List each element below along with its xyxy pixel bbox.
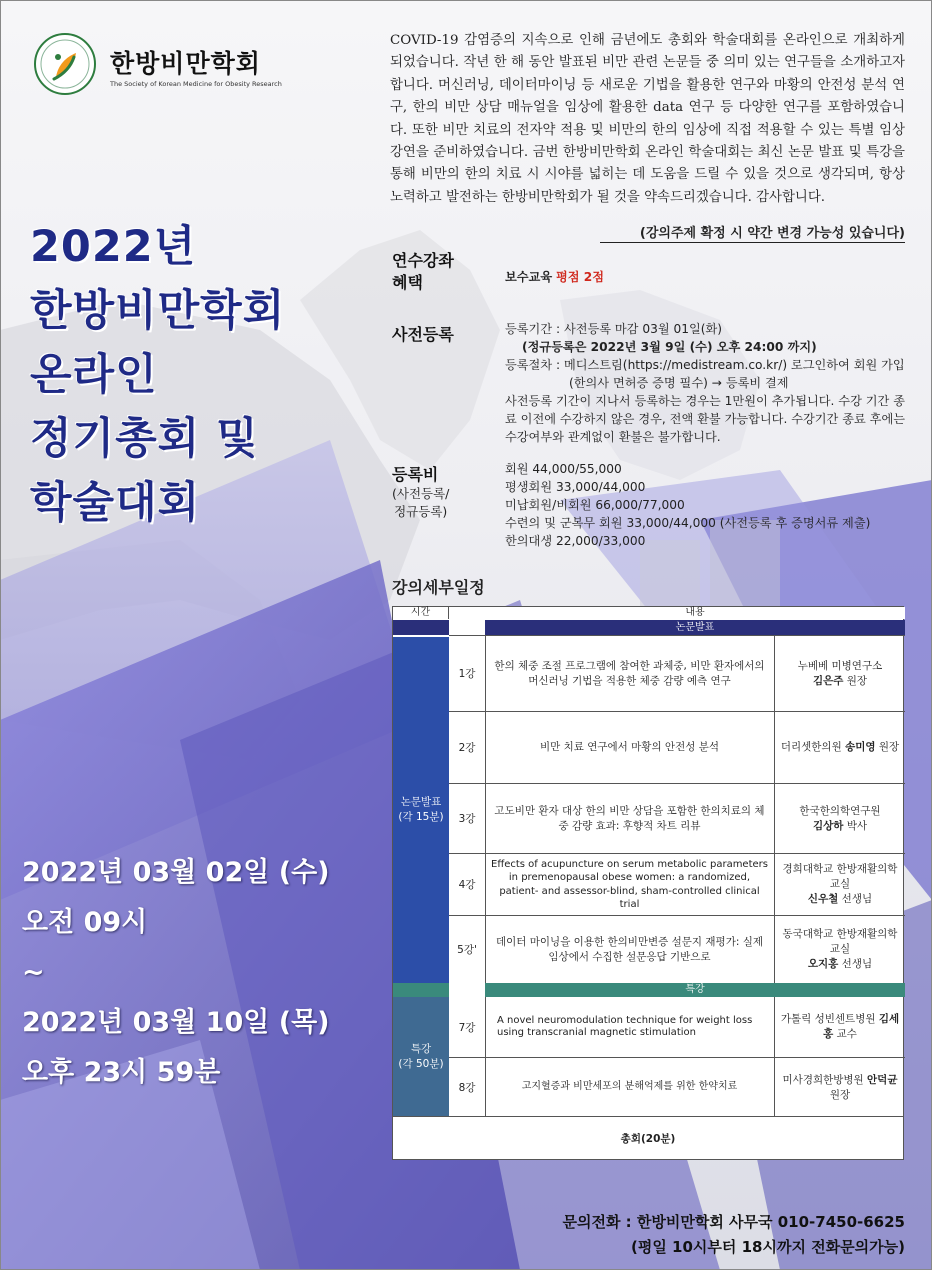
lecture-speaker: 동국대학교 한방재활의학교실 오지홍 선생님 xyxy=(782,928,898,970)
lecture-topic: Effects of acupuncture on serum metabolic parameters in premenopausal obese women: a randomized, patient- and assessor-blind, sham-controlled clinical trial xyxy=(485,854,775,915)
fee-item: 한의대생 22,000/33,000 xyxy=(505,534,646,548)
topic-change-note: (강의주제 확정 시 약간 변경 가능성 있습니다) xyxy=(600,222,905,243)
registration-procedure-2: (한의사 면허증 증명 필수) → 등록비 결제 xyxy=(569,376,789,390)
lecture-speaker: 가톨릭 성빈센트병원 김세홍 교수 xyxy=(780,1013,900,1040)
lecture-topic: A novel neuromodulation technique for weight loss using transcranial magnetic stimulation xyxy=(485,997,775,1057)
lecture-number: 7강 xyxy=(449,997,486,1057)
lecture-topic: 데이터 마이닝을 이용한 한의비만변증 설문지 재평가: 실제 임상에서 수집한 설문응답 기반으로 xyxy=(485,916,775,983)
title-line: 온라인 xyxy=(30,350,158,400)
section-bar-presentations: 논문발표 xyxy=(485,620,905,635)
title-line: 학술대회 xyxy=(30,478,201,528)
section-bar-special-lectures: 특강 xyxy=(485,983,905,997)
lecture-speaker: 더리셋한의원 송미영 원장 xyxy=(780,741,900,753)
lecture-topic: 고도비만 환자 대상 한의 비만 상담을 포함한 한의치료의 체중 감량 효과: 후향적 차트 리뷰 xyxy=(485,784,775,853)
title-line: 한방비만학회 xyxy=(30,286,286,336)
benefit-text: 보수교육 평점 2점 xyxy=(505,270,605,284)
lecture-number: 1강 xyxy=(449,636,486,711)
lecture-topic: 비만 치료 연구에서 마황의 안전성 분석 xyxy=(485,712,775,783)
intro-paragraph: COVID-19 감염증의 지속으로 인해 금년에도 총회와 학술대회를 온라인으로 개최하게 되었습니다. 작년 한 해 동안 발표된 비만 관련 논문들 중 의미 있는 연구들을 소개하고자 합니다. 머신러닝, 데이터마이닝 등 새로운 기법을 활용한 연구와 마황의 안전성 분석 연구, 한의 비만 상담 매뉴얼을 임상에 활용한 data 연구 등 다양한 연구를 포함하였습니다. 또한 비만 치료의 전자약 적용 및 비만의 한의 임상에 직접 적용할 수 있는 특별 임상 강연을 준비하였습니다. 금번 한방비만학회 온라인 학술대회는 최신 논문 발표 및 특강을 통해 비만의 한의 치료 시 시야를 넓히는 데 도움을 드릴 수 있을 것으로 생각되며, 항상 노력하고 발전하는 한방비만학회가 될 것을 약속드리겠습니다. 감사합니다. xyxy=(390,33,905,205)
regular-registration: (정규등록은 2022년 3월 9일 (수) 오후 24:00 까지) xyxy=(522,340,817,354)
society-name: 한방비만학회 xyxy=(110,49,261,78)
date-separator: ~ xyxy=(22,957,45,988)
lecture-number: 5강' xyxy=(449,916,486,983)
fee-item: 미납회원/비회원 66,000/77,000 xyxy=(505,498,685,512)
schedule-title: 강의세부일정 xyxy=(392,578,485,597)
end-date: 2022년 03월 10일 (목) xyxy=(22,1007,330,1038)
benefit-label: 연수강좌 혜택 xyxy=(392,251,454,292)
lecture-number: 3강 xyxy=(449,784,486,853)
general-meeting-row: 총회(20분) xyxy=(393,1116,903,1159)
start-time: 오전 09시 xyxy=(22,907,148,938)
lecture-topic: 고지혈증과 비만세포의 분해억제를 위한 한약치료 xyxy=(485,1058,775,1117)
group-special-lectures: 특강 (각 50분) xyxy=(393,997,449,1117)
contact-hours: (평일 10시부터 18시까지 전화문의가능) xyxy=(631,1238,905,1256)
refund-notice: 사전등록 기간이 지나서 등록하는 경우는 1만원이 추가됩니다. 수강 기간 종료 이전에 수강하지 않은 경우, 전액 환불 가능합니다. 수강기간 종료 후에는 수강여부와 관계없이 환불은 불가합니다. xyxy=(505,394,905,444)
start-date: 2022년 03월 02일 (수) xyxy=(22,857,330,888)
registration-period: 등록기간 : 사전등록 마감 03월 01일(화) xyxy=(505,322,723,336)
registration-procedure: 등록절차 : 메디스트림(https://medistream.co.kr/) 로그인하여 회원 가입 xyxy=(505,358,905,372)
end-time: 오후 23시 59분 xyxy=(22,1057,221,1088)
preregistration-label: 사전등록 xyxy=(392,325,454,344)
lecture-speaker: 누베베 미병연구소 김은주 원장 xyxy=(797,659,883,687)
lecture-number: 2강 xyxy=(449,712,486,783)
lecture-speaker: 미사경희한방병원 안덕균 원장 xyxy=(782,1073,898,1101)
lecture-number: 8강 xyxy=(449,1058,486,1117)
fee-label-block: 등록비 (사전등록/ 정규등록) xyxy=(392,462,449,521)
fee-item: 수련의 및 군복무 회원 33,000/44,000 (사전등록 후 증명서류 제출) xyxy=(505,516,871,530)
fee-label: 등록비 xyxy=(392,465,439,484)
title-line: 정기총회 및 xyxy=(30,414,259,464)
lecture-number: 4강 xyxy=(449,854,486,915)
society-english-name: The Society of Korean Medicine for Obesity Research xyxy=(110,80,282,88)
fee-item: 회원 44,000/55,000 xyxy=(505,462,622,476)
lecture-topic: 한의 체중 조절 프로그램에 참여한 과체중, 비만 환자에서의 머신러닝 기법을 적용한 체중 감량 예측 연구 xyxy=(485,636,775,711)
col-header-time: 시간 xyxy=(393,607,449,619)
lecture-speaker: 경희대학교 한방재활의학교실 신우철 선생님 xyxy=(782,863,898,905)
fee-item: 평생회원 33,000/44,000 xyxy=(505,480,646,494)
lecture-speaker: 한국한의학연구원 김상하 박사 xyxy=(799,804,881,832)
title-line: 2022년 xyxy=(30,222,197,272)
group-presentations: 논문발표 (각 15분) xyxy=(393,637,449,983)
contact-phone: 문의전화 : 한방비만학회 사무국 010-7450-6625 xyxy=(562,1213,905,1231)
col-header-content: 내용 xyxy=(485,607,905,619)
